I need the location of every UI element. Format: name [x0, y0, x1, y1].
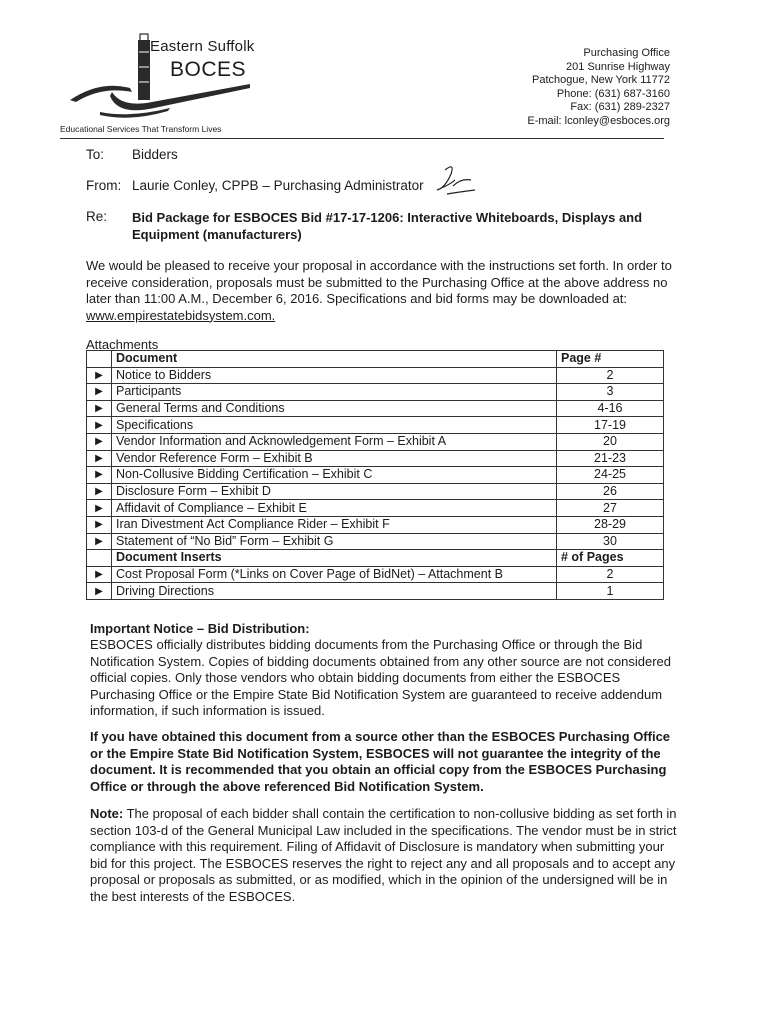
document-page: 17-19 [557, 417, 664, 434]
org-short-name: BOCES [170, 58, 247, 81]
city-state-zip: Patchogue, New York 11772 [531, 74, 670, 86]
bullet-arrow-icon: ▶ [87, 483, 112, 500]
to-value: Bidders [132, 147, 178, 162]
document-page: 2 [557, 367, 664, 384]
document-page: 4-16 [557, 400, 664, 417]
document-name: Specifications [112, 417, 557, 434]
document-name: Iran Divestment Act Compliance Rider – Exhibit F [112, 516, 557, 533]
table-header-pages: Page # [557, 351, 664, 368]
table-row [87, 417, 664, 434]
table-row [87, 433, 664, 450]
inserts-header-row [87, 550, 664, 567]
street-address: 201 Sunrise Highway [566, 60, 670, 73]
bullet-arrow-icon: ▶ [87, 450, 112, 467]
notice-title: Important Notice – Bid Distribution: [90, 621, 310, 636]
intro-text: We would be pleased to receive your proposal in accordance with the instructions set forth. In order to receive consideration, proposals must be submitted to the Purchasing Office at the above address no later than 11:00 A.M., December 6, 2016. Specifications and bid forms may be downloaded at: [86, 258, 672, 306]
document-page: 2 [557, 566, 664, 583]
table-row [87, 450, 664, 467]
document-name: Disclosure Form – Exhibit D [112, 483, 557, 500]
document-page: 21-23 [557, 450, 664, 467]
document-page: 26 [557, 483, 664, 500]
document-name: General Terms and Conditions [112, 400, 557, 417]
table-row [87, 500, 664, 517]
document-name: Statement of “No Bid” Form – Exhibit G [112, 533, 557, 550]
document-name: Non-Collusive Bidding Certification – Exhibit C [112, 467, 557, 484]
re-value: Bid Package for ESBOCES Bid #17-17-1206: Interactive Whiteboards, Displays and Equipment (manufacturers) [132, 210, 643, 242]
intro-paragraph [86, 258, 676, 324]
bullet-arrow-icon: ▶ [87, 467, 112, 484]
notice-warning: If you have obtained this document from a source other than the ESBOCES Purchasing Office or the Empire State Bid Notification System, ESBOCES will not guarantee the integrity of the document. It is recommended that you obtain an official copy from the ESBOCES Purchasing Office or through the above referenced Bid Notification System. [90, 729, 671, 794]
document-name: Affidavit of Compliance – Exhibit E [112, 500, 557, 517]
table-row [87, 533, 664, 550]
table-row [87, 384, 664, 401]
bullet-arrow-icon: ▶ [87, 417, 112, 434]
document-page: 24-25 [557, 467, 664, 484]
to-label: To: [86, 147, 105, 162]
document-page: 1 [557, 583, 664, 600]
table-header-document: Document [112, 351, 557, 368]
table-row [87, 583, 664, 600]
re-label: Re: [86, 209, 108, 224]
bullet-arrow-icon: ▶ [87, 400, 112, 417]
notice-text: ESBOCES officially distributes bidding documents from the Purchasing Office or through the Bid Notification System. Copies of bidding documents obtained from any other source are not considered official copies. Only those vendors who obtain bidding documents from either the ESBOCES Purchasing Office or the Empire State Bid Notification System are guaranteed to receive addendum information, if such information is issued. [90, 637, 671, 718]
document-name: Cost Proposal Form (*Links on Cover Page of BidNet) – Attachment B [112, 566, 557, 583]
bullet-arrow-icon: ▶ [87, 500, 112, 517]
document-page: 3 [557, 384, 664, 401]
document-name: Participants [112, 384, 557, 401]
document-page: 30 [557, 533, 664, 550]
header-divider [60, 138, 664, 139]
tagline: Educational Services That Transform Lives [60, 124, 222, 134]
office-address [370, 47, 670, 128]
table-row [87, 367, 664, 384]
table-header-blank [87, 550, 112, 567]
documents-header-row [87, 351, 664, 368]
bullet-arrow-icon: ▶ [87, 533, 112, 550]
from-value: Laurie Conley, CPPB – Purchasing Administrator [132, 178, 424, 193]
table-row [87, 483, 664, 500]
table-row [87, 400, 664, 417]
document-page: 20 [557, 433, 664, 450]
attachments-title: Attachments [86, 337, 159, 352]
bullet-arrow-icon: ▶ [87, 367, 112, 384]
office-name: Purchasing Office [583, 47, 670, 59]
attachments-table [86, 350, 664, 600]
bullet-arrow-icon: ▶ [87, 433, 112, 450]
document-name: Vendor Information and Acknowledgement Form – Exhibit A [112, 433, 557, 450]
bid-system-link[interactable]: www.empirestatebidsystem.com. [86, 307, 276, 323]
bullet-arrow-icon: ▶ [87, 583, 112, 600]
phone-number: Phone: (631) 687-3160 [556, 87, 670, 100]
document-page: 28-29 [557, 516, 664, 533]
org-name: Eastern Suffolk [150, 38, 255, 55]
fax-number: Fax: (631) 289-2327 [570, 101, 670, 113]
table-row [87, 566, 664, 583]
bullet-arrow-icon: ▶ [87, 516, 112, 533]
document-name: Driving Directions [112, 583, 557, 600]
table-header-document: Document Inserts [112, 550, 557, 567]
note-text: The proposal of each bidder shall contain the certification to non-collusive bidding as set forth in section 103-d of the General Municipal Law included in the specifications. The vendor must be in strict compliance with this requirement. Filing of Affidavit of Disclosure is mandatory when submitting your bid for this project. The ESBOCES reserves the right to reject any and all proposals and to accept any proposal or proposals as submitted, or as modified, which in the opinion of the undersigned will be in the best interests of the ESBOCES. [90, 806, 677, 904]
email-address: E-mail: lconley@esboces.org [527, 114, 670, 127]
document-name: Vendor Reference Form – Exhibit B [112, 450, 557, 467]
from-label: From: [86, 178, 122, 193]
document-page: 27 [557, 500, 664, 517]
table-header-pages: # of Pages [557, 550, 664, 567]
bullet-arrow-icon: ▶ [87, 384, 112, 401]
note-paragraph [90, 806, 680, 905]
bullet-arrow-icon: ▶ [87, 566, 112, 583]
table-row [87, 467, 664, 484]
note-label: Note: [90, 806, 124, 821]
table-header-blank [87, 351, 112, 368]
handwritten-initials-signature [415, 160, 485, 205]
document-name: Notice to Bidders [112, 367, 557, 384]
table-row [87, 516, 664, 533]
